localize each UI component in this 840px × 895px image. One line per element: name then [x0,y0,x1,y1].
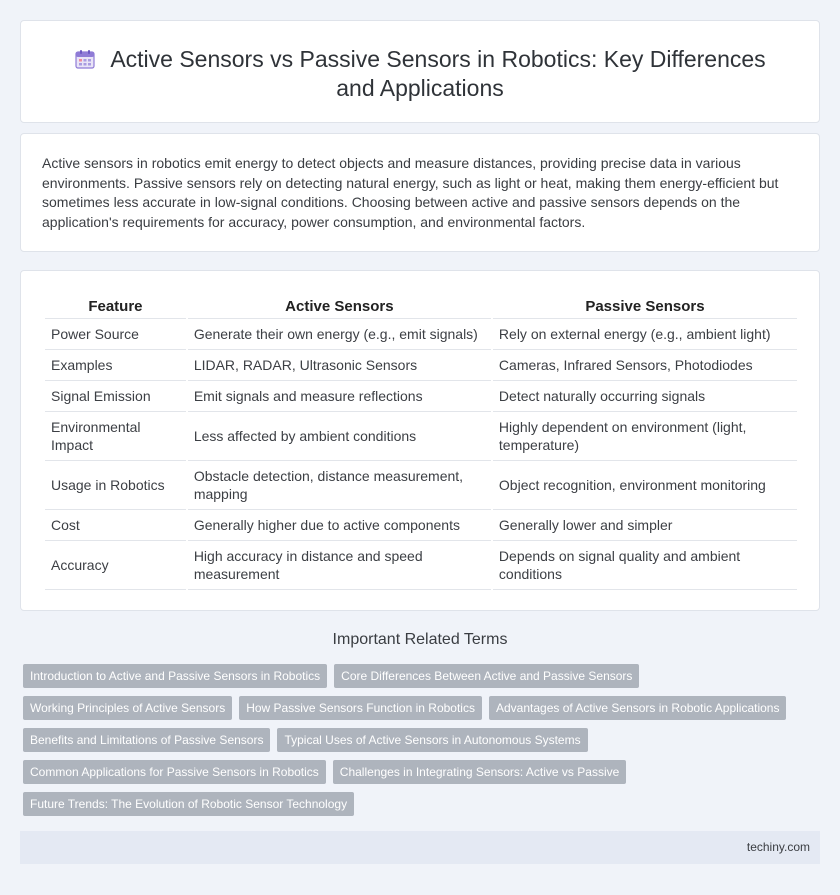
table-row [45,350,797,381]
cell-feature: Accuracy [45,541,186,590]
related-term-tag[interactable]: Working Principles of Active Sensors [23,696,232,720]
cell-feature: Usage in Robotics [45,461,186,510]
related-term-tag[interactable]: Benefits and Limitations of Passive Sensors [23,728,270,752]
cell-feature: Cost [45,510,186,541]
related-term-tag[interactable]: Typical Uses of Active Sensors in Autonomous Systems [277,728,587,752]
comparison-table [43,295,799,590]
table-row [45,541,797,590]
table-row [45,381,797,412]
table-row [45,461,797,510]
related-term-tag[interactable]: Future Trends: The Evolution of Robotic Sensor Technology [23,792,354,816]
cell-feature: Power Source [45,319,186,350]
related-term-tag[interactable]: Core Differences Between Active and Passive Sensors [334,664,639,688]
header-card [20,20,820,123]
table-row [45,319,797,350]
cell-passive: Highly dependent on environment (light, temperature) [493,412,797,461]
footer [20,831,820,864]
related-term-tag[interactable]: Advantages of Active Sensors in Robotic Applications [489,696,787,720]
cell-passive: Detect naturally occurring signals [493,381,797,412]
intro-paragraph: Active sensors in robotics emit energy to detect objects and measure distances, providing precise data in various environments. Passive sensors rely on detecting natural energy, such as light or heat, making them energy-efficient but sometimes less accurate in low-signal conditions. Choosing between active and passive sensors depends on the application's requirements for accuracy, power consumption, and environmental factors. [42,155,779,230]
header-feature: Feature [45,295,186,319]
cell-passive: Rely on external energy (e.g., ambient light) [493,319,797,350]
cell-passive: Generally lower and simpler [493,510,797,541]
cell-feature: Environmental Impact [45,412,186,461]
intro-card [20,133,820,252]
footer-site-link[interactable]: techiny.com [746,840,810,854]
cell-feature: Examples [45,350,186,381]
table-header-row [45,295,797,319]
cell-passive: Depends on signal quality and ambient conditions [493,541,797,590]
calendar-icon [74,48,96,70]
related-term-tag[interactable]: Common Applications for Passive Sensors in Robotics [23,760,326,784]
page-title: Active Sensors vs Passive Sensors in Robotics: Key Differences and Applications [110,46,766,101]
related-terms-list [23,664,823,816]
cell-active: Less affected by ambient conditions [188,412,491,461]
cell-passive: Object recognition, environment monitoring [493,461,797,510]
page-title-wrap [61,45,779,103]
cell-feature: Signal Emission [45,381,186,412]
table-row [45,412,797,461]
cell-passive: Cameras, Infrared Sensors, Photodiodes [493,350,797,381]
cell-active: Emit signals and measure reflections [188,381,491,412]
table-row [45,510,797,541]
header-passive: Passive Sensors [493,295,797,319]
cell-active: LIDAR, RADAR, Ultrasonic Sensors [188,350,491,381]
header-active: Active Sensors [188,295,491,319]
cell-active: Obstacle detection, distance measurement, mapping [188,461,491,510]
related-term-tag[interactable]: How Passive Sensors Function in Robotics [239,696,482,720]
cell-active: High accuracy in distance and speed measurement [188,541,491,590]
related-term-tag[interactable]: Challenges in Integrating Sensors: Active vs Passive [333,760,626,784]
related-term-tag[interactable]: Introduction to Active and Passive Sensors in Robotics [23,664,327,688]
comparison-card [20,270,820,611]
cell-active: Generate their own energy (e.g., emit signals) [188,319,491,350]
cell-active: Generally higher due to active components [188,510,491,541]
related-terms-title: Important Related Terms [332,631,508,648]
